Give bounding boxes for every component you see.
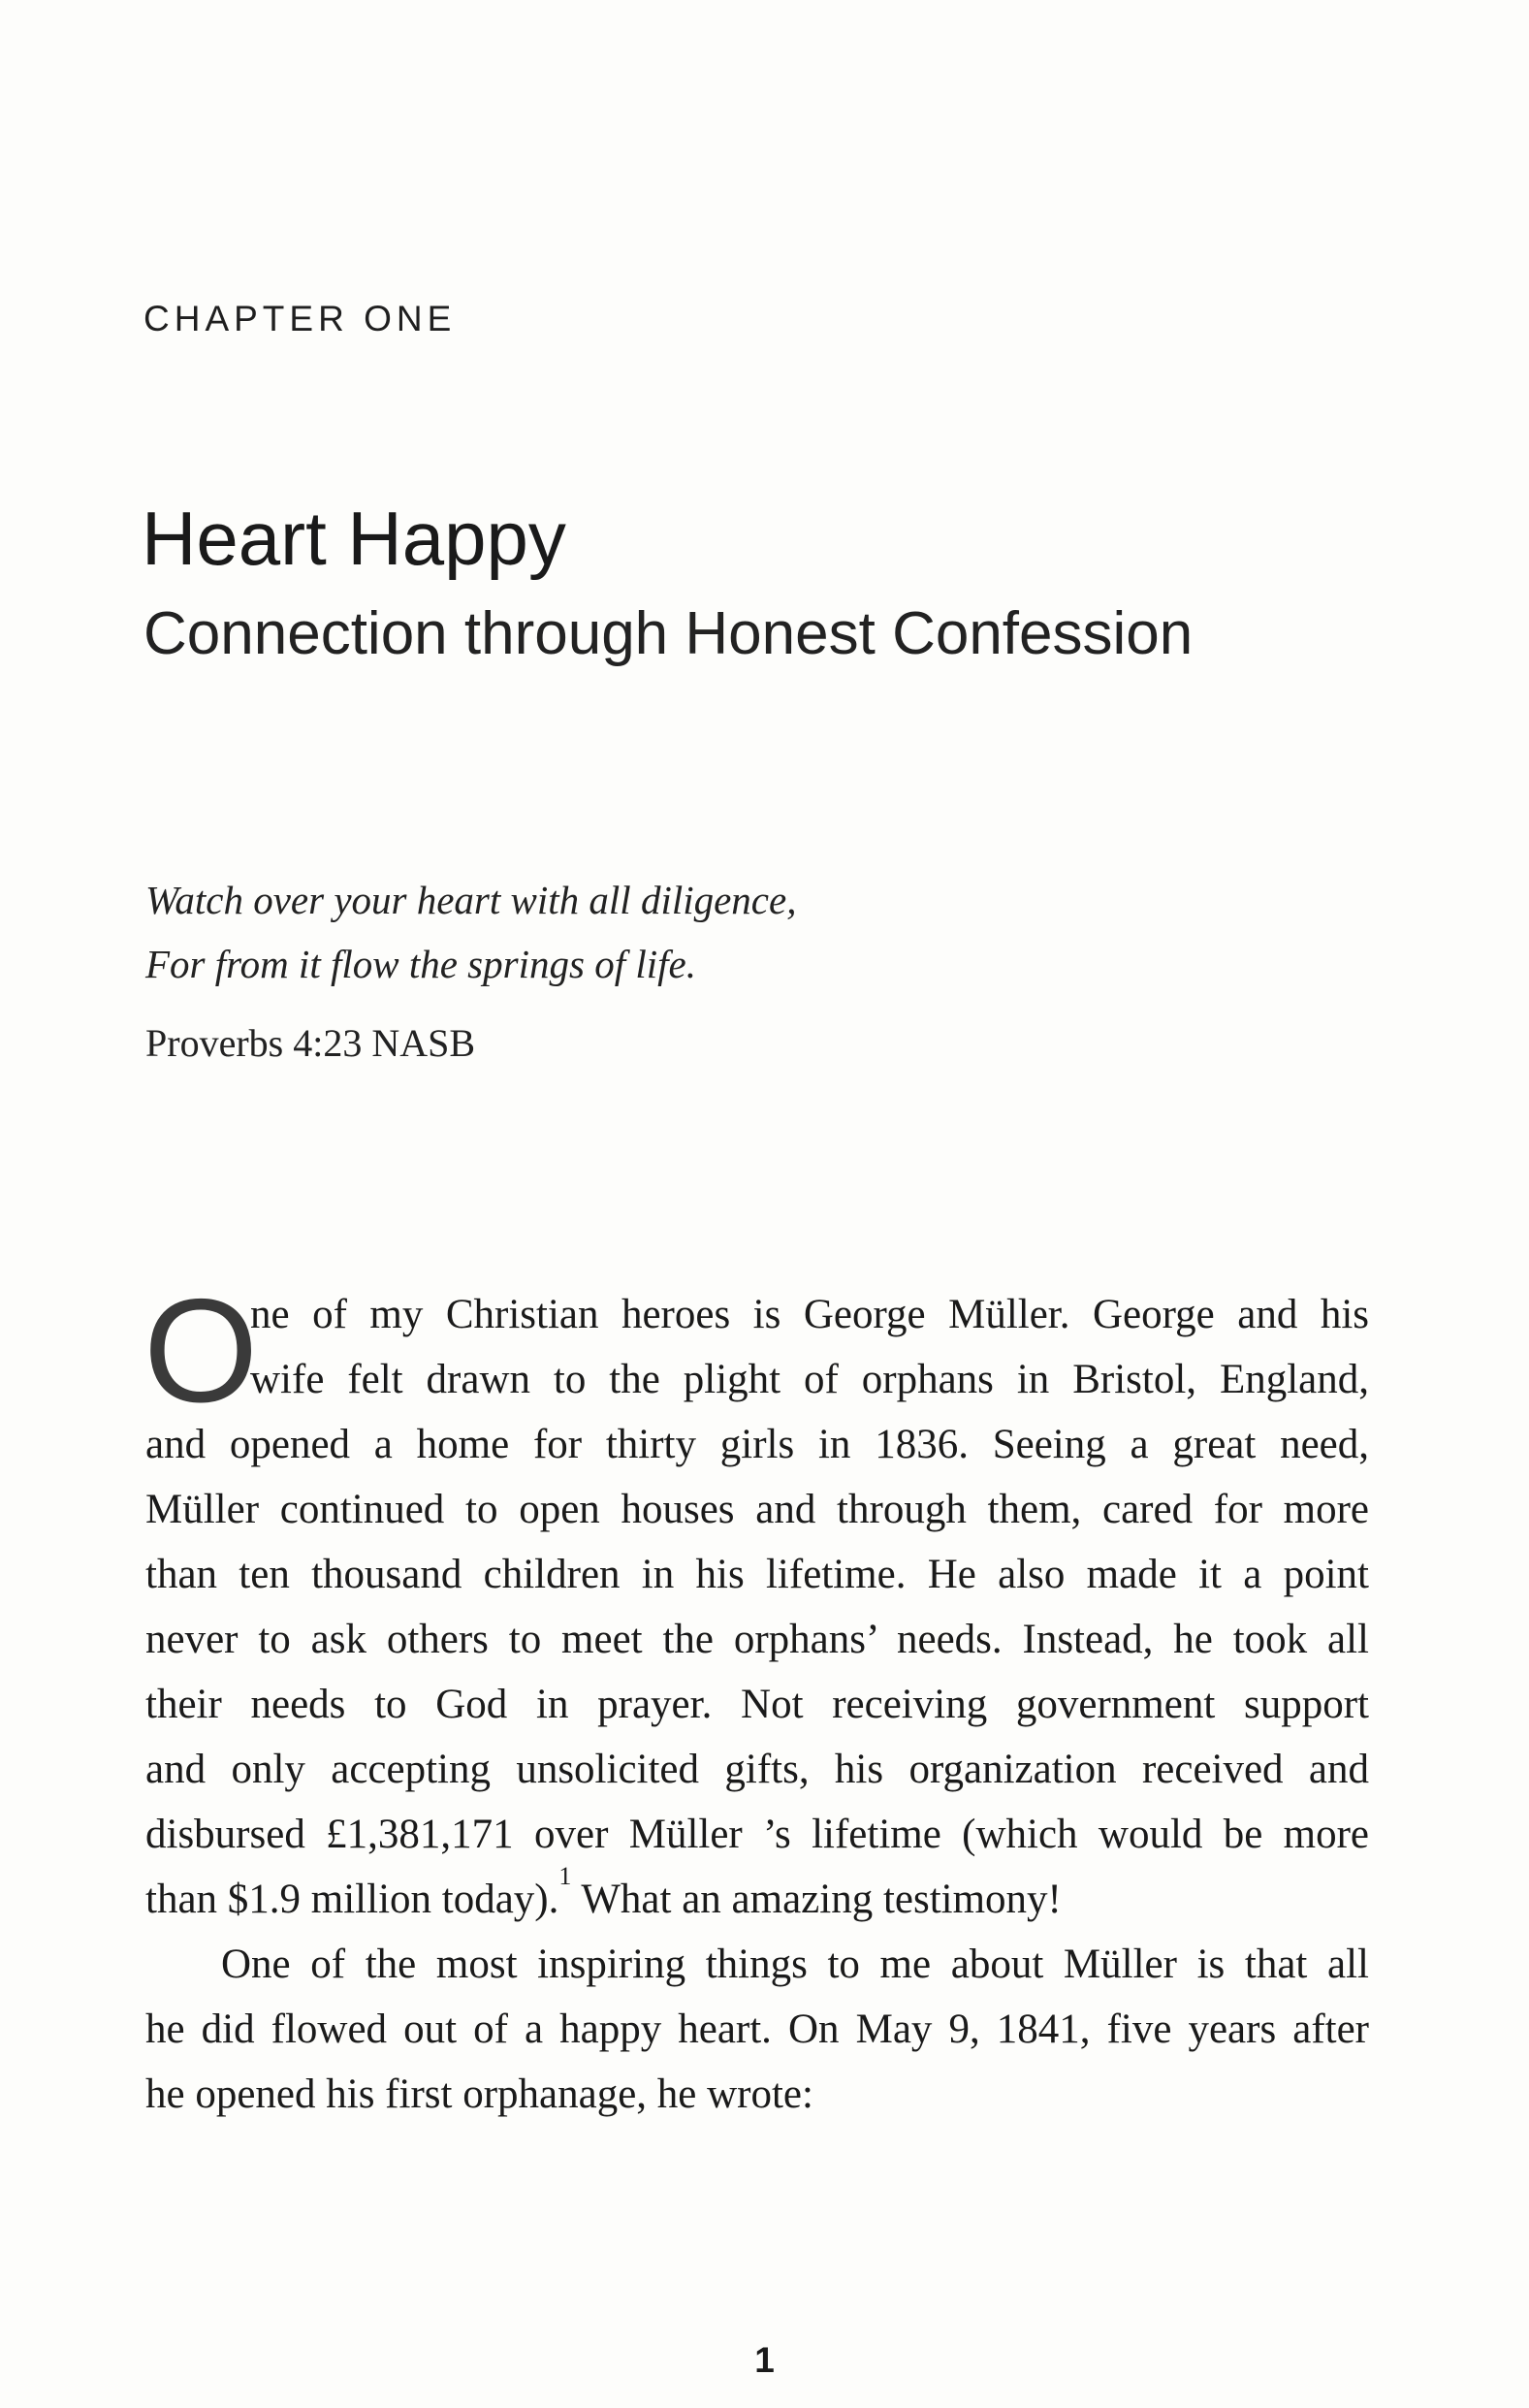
chapter-label: CHAPTER ONE [143, 299, 457, 338]
footnote-marker[interactable]: 1 [558, 1867, 572, 1890]
epigraph-line: Watch over your heart with all diligence, [145, 878, 797, 922]
paragraph-line: One of the most inspiring things to me about Müller is that all [221, 1942, 1369, 1987]
body-text [145, 1282, 1369, 2127]
paragraph-line: their needs to God in prayer. Not receiving government support [145, 1682, 1369, 1727]
paragraph-line: and opened a home for thirty girls in 1836. Seeing a great need, [145, 1422, 1369, 1467]
epigraph-source: Proverbs 4:23 NASB [145, 1021, 476, 1065]
paragraph-text: than $1.9 million today). [145, 1877, 559, 1922]
paragraph-line: Müller continued to open houses and through them, cared for more [145, 1487, 1369, 1532]
paragraph-line: and only accepting unsolicited gifts, his organization received and [145, 1747, 1369, 1792]
chapter-title: Heart Happy [142, 496, 566, 581]
page-number: 1 [754, 2340, 775, 2380]
paragraph-line: than ten thousand children in his lifetime. He also made it a point [145, 1552, 1369, 1597]
paragraph-text: What an amazing testimony! [571, 1877, 1062, 1922]
paragraph-line: disbursed £1,381,171 over Müller ’s lifetime (which would be more [145, 1812, 1369, 1857]
paragraph-line: ne of my Christian heroes is George Müller. George and his [250, 1292, 1369, 1337]
drop-cap: O [143, 1268, 259, 1433]
epigraph-line: For from it flow the springs of life. [145, 942, 696, 986]
paragraph-line: never to ask others to meet the orphans’ needs. Instead, he took all [145, 1617, 1369, 1662]
paragraph-line: wife felt drawn to the plight of orphans in Bristol, England, [250, 1357, 1369, 1402]
paragraph-line: he opened his first orphanage, he wrote: [145, 2071, 813, 2117]
epigraph [145, 868, 796, 996]
paragraph-line: he did flowed out of a happy heart. On May 9, 1841, five years after [145, 2007, 1369, 2052]
chapter-subtitle: Connection through Honest Confession [143, 600, 1194, 667]
paragraph-line-with-footnote [145, 1867, 1369, 1932]
